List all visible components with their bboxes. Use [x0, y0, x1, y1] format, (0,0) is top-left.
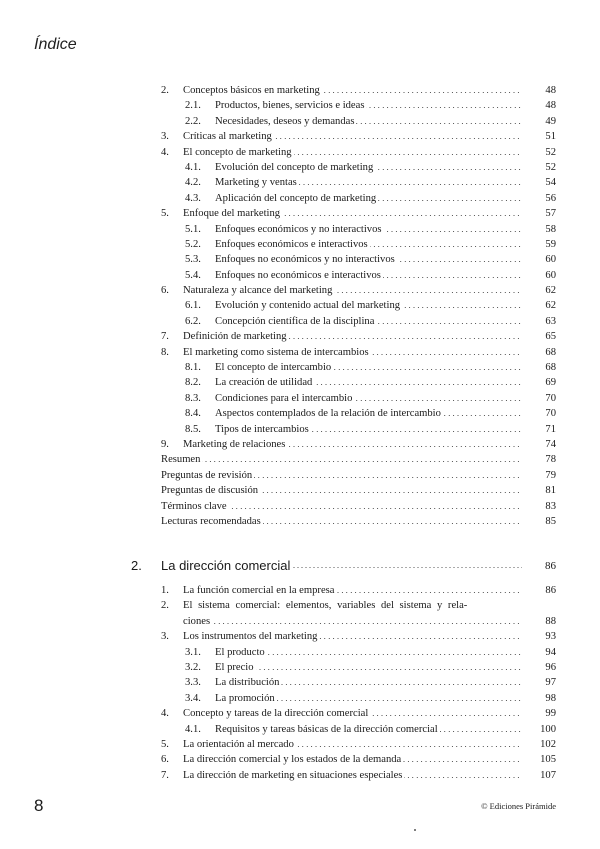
toc-entry-page: 88 — [545, 615, 556, 627]
toc-entry — [161, 422, 556, 437]
toc-entry-label: Definición de marketing — [183, 331, 287, 343]
toc-entry-leader — [215, 691, 522, 706]
toc-entry-page: 63 — [545, 315, 556, 327]
toc-entry-label: El sistema comercial: elementos, variables del sistema y rela- — [183, 600, 468, 612]
toc-entry-label: El producto — [215, 646, 265, 658]
toc-entry-label: Productos, bienes, servicios e ideas — [215, 100, 365, 112]
toc-entry-leader — [183, 614, 522, 629]
toc-entry-number: 5. — [161, 738, 169, 750]
speck — [414, 829, 416, 831]
toc-entry-page: 99 — [545, 708, 556, 720]
toc-entry-label: Preguntas de revisión — [161, 469, 253, 481]
toc-entry-leader — [161, 499, 522, 514]
toc-entry — [161, 752, 556, 767]
toc-entry — [161, 283, 556, 298]
toc-entry-page: 81 — [545, 485, 556, 497]
toc-entry-number: 5. — [161, 208, 169, 220]
toc-entry-number: 3. — [161, 131, 169, 143]
toc-entry-number: 4.3. — [185, 192, 201, 204]
toc-entry-number: 1. — [161, 585, 169, 596]
toc-entry — [161, 514, 556, 529]
toc-entry-label: La función comercial en la empresa — [183, 585, 335, 596]
toc-entry — [161, 175, 556, 190]
toc-entry — [161, 645, 556, 660]
toc-entry-leader — [215, 675, 522, 690]
toc-entry-page: 83 — [545, 500, 556, 512]
toc-entry — [161, 437, 556, 452]
toc-entry-label: Naturaleza y alcance del marketing — [183, 285, 333, 297]
toc-entry-leader — [215, 160, 522, 175]
toc-entry-page: 96 — [545, 661, 556, 673]
toc-entry-number: 4. — [161, 146, 169, 158]
toc-entry-label: Preguntas de discusión — [161, 485, 259, 497]
toc-entry-label: El concepto de marketing — [183, 146, 292, 158]
toc-entry-number: 4.1. — [185, 161, 201, 173]
toc-entry-leader — [215, 391, 522, 406]
toc-entry-page: 85 — [545, 515, 556, 527]
toc-entry-page: 57 — [545, 208, 556, 220]
toc-entry-page: 60 — [545, 269, 556, 281]
toc-entry-leader — [215, 298, 522, 313]
toc-entry-label: Enfoques económicos e interactivos — [215, 238, 368, 250]
toc-entry — [161, 145, 556, 160]
toc-entry-number: 3. — [161, 631, 169, 643]
toc-entry-leader — [183, 768, 522, 783]
toc-entry-number: 3.1. — [185, 646, 201, 658]
toc-entry-number: 8.5. — [185, 423, 201, 435]
toc-entry-leader — [215, 114, 522, 129]
toc-entry-page: 70 — [545, 392, 556, 404]
toc-entry — [161, 583, 556, 598]
toc-entry — [161, 768, 556, 783]
toc-entry-page: 54 — [545, 177, 556, 189]
toc-entry-page: 86 — [545, 585, 556, 596]
toc-entry-leader — [215, 422, 522, 437]
toc-entry-leader — [161, 468, 522, 483]
toc-entry-page: 52 — [545, 161, 556, 173]
toc-entry-label: Conceptos básicos en marketing — [183, 85, 320, 96]
toc-entry — [161, 391, 556, 406]
toc-entry-page: 56 — [545, 192, 556, 204]
toc-entry — [161, 452, 556, 467]
toc-entry-leader — [183, 129, 522, 144]
toc-entry-page: 59 — [545, 238, 556, 250]
toc-entry-leader — [215, 722, 522, 737]
toc-entry — [161, 499, 556, 514]
toc-entry-page: 79 — [545, 469, 556, 481]
page-number: 8 — [34, 796, 44, 815]
toc-entry-label: Términos clave — [161, 500, 227, 512]
toc-entry-label: La orientación al mercado — [183, 738, 294, 750]
toc-entry-label: El marketing como sistema de intercambios — [183, 346, 369, 358]
toc-entry-page: 97 — [545, 677, 556, 689]
toc-entry — [161, 129, 556, 144]
toc-entry-leader — [183, 752, 522, 767]
toc-entry-label: Críticas al marketing — [183, 131, 272, 143]
toc-entry-page: 48 — [545, 100, 556, 112]
toc-entry-leader — [183, 737, 522, 752]
toc-entry-label: Concepto y tareas de la dirección comercial — [183, 708, 369, 720]
toc-entry-label: La distribución — [215, 677, 280, 689]
toc-entry-page: 60 — [545, 254, 556, 266]
copyright-notice: © Ediciones Pirámide — [481, 801, 556, 811]
toc-entry-number: 2. — [161, 85, 169, 96]
toc-entry-label: Requisitos y tareas básicas de la dirección comercial — [215, 723, 438, 735]
toc-entry-number: 6.2. — [185, 315, 201, 327]
toc-entry — [161, 206, 556, 221]
toc-entry-page: 105 — [540, 754, 556, 766]
toc-entry — [161, 345, 556, 360]
toc-entry-label: Aplicación del concepto de marketing — [215, 192, 377, 204]
toc-entry-page: 93 — [545, 631, 556, 643]
toc-entry-number: 5.4. — [185, 269, 201, 281]
toc-entry — [161, 706, 556, 721]
toc-entry-label: Resumen — [161, 454, 201, 466]
toc-entry-page: 100 — [540, 723, 556, 735]
toc-entry-label: Condiciones para el intercambio — [215, 392, 353, 404]
toc-entry — [161, 598, 556, 613]
toc-entry-number: 5.1. — [185, 223, 201, 235]
toc-entry-label: Evolución y contenido actual del marketing — [215, 300, 401, 312]
toc-entry-page: 51 — [545, 131, 556, 143]
toc-entry-number: 6. — [161, 285, 169, 297]
toc-entry-number: 3.4. — [185, 692, 201, 704]
toc-entry-label: Evolución del concepto de marketing — [215, 161, 374, 173]
toc-entry — [161, 252, 556, 267]
toc-entry-number: 3.3. — [185, 677, 201, 689]
toc-entry-label: Enfoques no económicos e interactivos — [215, 269, 381, 281]
toc-entry-page: 69 — [545, 377, 556, 389]
toc-entry-page: 62 — [545, 300, 556, 312]
chapter-heading — [131, 556, 556, 576]
toc-entry-leader — [215, 645, 522, 660]
toc-entry — [161, 314, 556, 329]
toc-entry-page: 78 — [545, 454, 556, 466]
toc-entry-label: Concepción científica de la disciplina — [215, 315, 375, 327]
toc-entry-leader — [215, 191, 522, 206]
toc-entry — [161, 483, 556, 498]
toc-entry-leader — [215, 222, 522, 237]
toc-entry-leader — [215, 237, 522, 252]
toc-entry-number: 9. — [161, 438, 169, 450]
toc-entry-page: 71 — [545, 423, 556, 435]
toc-entry-label: La creación de utilidad — [215, 377, 313, 389]
toc-entry — [161, 237, 556, 252]
toc-entry-label: Enfoques no económicos y no interactivos — [215, 254, 395, 266]
toc-entry-label: Lecturas recomendadas — [161, 515, 261, 527]
toc-entry-leader — [215, 252, 522, 267]
toc-entry — [161, 268, 556, 283]
toc-entry-label: Enfoques económicos y no interactivos — [215, 223, 382, 235]
toc-entry — [161, 83, 556, 98]
toc-entry-number: 8. — [161, 346, 169, 358]
toc-entry-leader — [215, 375, 522, 390]
toc-entry-number: 4.1. — [185, 723, 201, 735]
toc-entry-leader — [183, 283, 522, 298]
toc-entry-leader — [183, 583, 522, 598]
toc-entry-label: Necesidades, deseos y demandas — [215, 115, 355, 127]
toc-entry — [161, 614, 556, 629]
toc-entry — [161, 329, 556, 344]
toc-entry — [161, 191, 556, 206]
toc-entry — [161, 737, 556, 752]
toc-entry-number: 8.4. — [185, 408, 201, 420]
toc-entry-leader — [215, 360, 522, 375]
toc-entry — [161, 691, 556, 706]
toc-entry-number: 7. — [161, 331, 169, 343]
toc-entry-leader — [183, 206, 522, 221]
toc-entry-page: 107 — [540, 769, 556, 781]
toc-entry-page: 70 — [545, 408, 556, 420]
chapter-page: 86 — [545, 560, 556, 572]
toc-entry-leader — [183, 83, 522, 98]
toc-entry-number: 3.2. — [185, 661, 201, 673]
toc-entry-number: 5.3. — [185, 254, 201, 266]
toc-entry-label: Tipos de intercambios — [215, 423, 309, 435]
chapter-number: 2. — [131, 558, 142, 573]
chapter-title: La dirección comercial — [161, 558, 291, 573]
toc-entry-number: 8.1. — [185, 362, 201, 374]
toc-entry-label: Marketing y ventas — [215, 177, 297, 189]
toc-entry — [161, 298, 556, 313]
toc-entry-number: 5.2. — [185, 238, 201, 250]
toc-entry-page: 102 — [540, 738, 556, 750]
toc-entry — [161, 160, 556, 175]
toc-entry-leader — [215, 98, 522, 113]
toc-entry-page: 65 — [545, 331, 556, 343]
toc-entry-page: 68 — [545, 362, 556, 374]
toc-entry-label: Los instrumentos del marketing — [183, 631, 318, 643]
toc-entry-number: 7. — [161, 769, 169, 781]
toc-entry-page: 98 — [545, 692, 556, 704]
toc-entry-leader — [183, 706, 522, 721]
toc-entry — [161, 360, 556, 375]
toc-entry-label: Marketing de relaciones — [183, 438, 286, 450]
toc-entry-page: 58 — [545, 223, 556, 235]
toc-entry-label: Aspectos contemplados de la relación de intercambio — [215, 408, 441, 420]
toc-entry — [161, 675, 556, 690]
toc-entry-leader — [183, 345, 522, 360]
toc-entry-label: El concepto de intercambio — [215, 362, 332, 374]
toc-entry-label: La dirección de marketing en situaciones especiales — [183, 769, 403, 781]
toc-entry — [161, 114, 556, 129]
toc-entry — [161, 375, 556, 390]
toc-entry-number: 2.2. — [185, 115, 201, 127]
toc-entry-number: 4. — [161, 708, 169, 720]
toc-entry-label: ciones — [183, 615, 211, 627]
toc-entry — [161, 468, 556, 483]
toc-entry — [161, 722, 556, 737]
toc-entry-leader — [215, 660, 522, 675]
toc-entry-number: 6. — [161, 754, 169, 766]
toc-entry-page: 94 — [545, 646, 556, 658]
toc-entry-page: 52 — [545, 146, 556, 158]
toc-entry-label: El precio — [215, 661, 254, 673]
toc-entry-leader — [161, 452, 522, 467]
toc-entry — [161, 98, 556, 113]
toc-entry-number: 6.1. — [185, 300, 201, 312]
toc-entry — [161, 406, 556, 421]
toc-entry-label: Enfoque del marketing — [183, 208, 281, 220]
toc-entry — [161, 629, 556, 644]
toc-entry-leader — [215, 175, 522, 190]
running-header: Índice — [34, 36, 77, 53]
toc-section-chapter-1 — [161, 83, 556, 529]
toc-entry-leader — [183, 437, 522, 452]
toc-entry-page: 62 — [545, 285, 556, 297]
toc-entry-leader — [183, 145, 522, 160]
toc-entry — [161, 222, 556, 237]
toc-entry-page: 74 — [545, 438, 556, 450]
toc-entry-page: 49 — [545, 115, 556, 127]
toc-entry-leader — [161, 483, 522, 498]
toc-entry-number: 8.2. — [185, 377, 201, 389]
toc-entry-leader — [215, 268, 522, 283]
chapter-title-leader — [161, 556, 522, 576]
toc-entry-page: 68 — [545, 346, 556, 358]
toc-entry-number: 8.3. — [185, 392, 201, 404]
toc-entry-leader — [161, 514, 522, 529]
toc-entry-leader — [183, 329, 522, 344]
toc-entry-label: La dirección comercial y los estados de la demanda — [183, 754, 402, 766]
toc-entry-leader — [215, 406, 522, 421]
toc-entry-leader — [183, 629, 522, 644]
toc-entry — [161, 660, 556, 675]
toc-entry-leader — [215, 314, 522, 329]
toc-entry-page: 48 — [545, 85, 556, 96]
toc-section-chapter-2 — [161, 583, 556, 783]
toc-entry-label: La promoción — [215, 692, 275, 704]
toc-entry-number: 4.2. — [185, 177, 201, 189]
toc-entry-leader — [183, 598, 522, 613]
toc-entry-number: 2.1. — [185, 100, 201, 112]
toc-entry-number: 2. — [161, 600, 169, 612]
